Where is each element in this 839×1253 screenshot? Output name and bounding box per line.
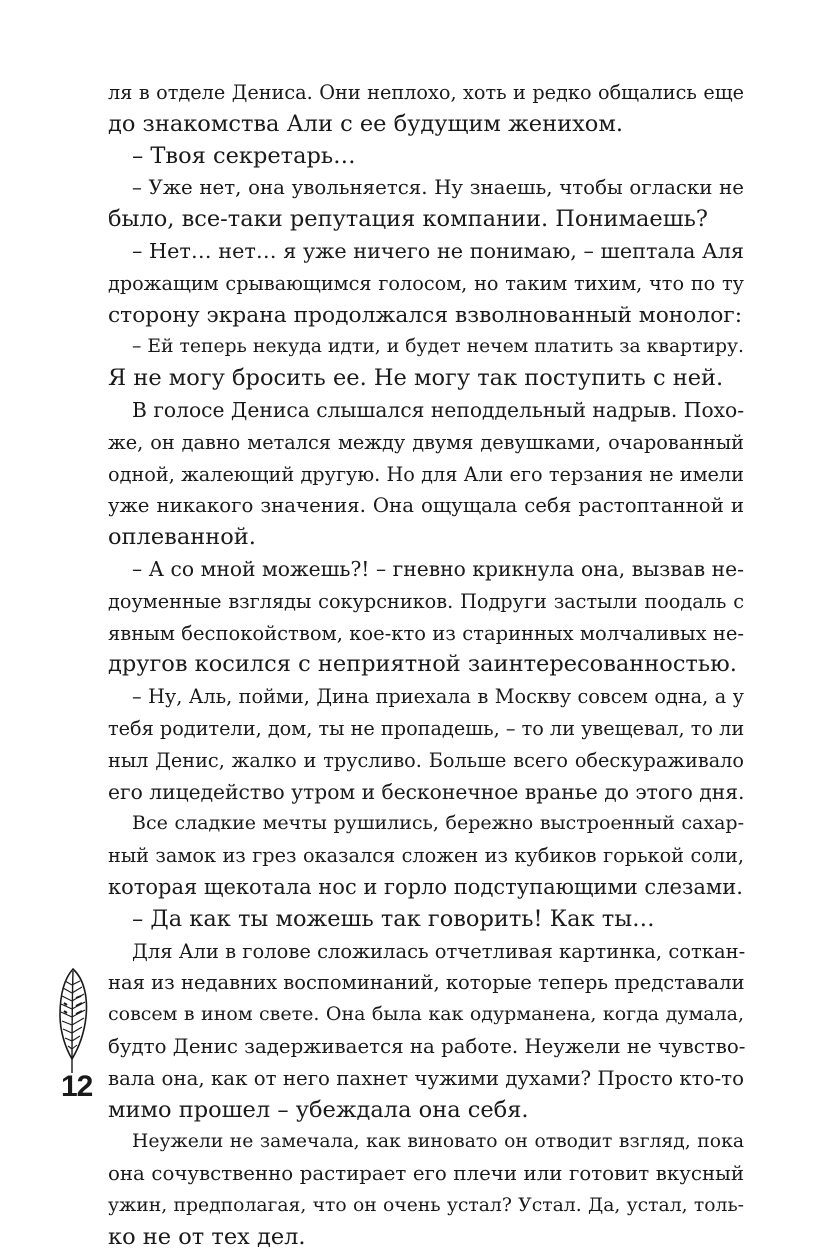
text-line: ужин, предполагая, что он очень устал? Устал. Да, устал, толь- xyxy=(108,1194,744,1216)
text-line: Неужели не замечала, как виновато он отводит взгляд, пока xyxy=(132,1131,744,1153)
text-line: Для Али в голове сложилась отчетливая картинка, соткан- xyxy=(132,939,746,963)
text-line: оплеванной. xyxy=(108,524,256,551)
text-line: доуменные взгляды сокурсников. Подруги застыли поодаль с xyxy=(108,589,744,613)
text-line: ля в отделе Дениса. Они неплохо, хоть и редко общались еще xyxy=(108,81,744,104)
text-line: она сочувственно растирает его плечи или готовит вкусный xyxy=(108,1162,744,1186)
page-text xyxy=(108,77,744,1253)
text-line: – Ну, Аль, пойми, Дина приехала в Москву совсем одна, а у xyxy=(132,685,744,709)
text-line: мимо прошел – убеждала она себя. xyxy=(108,1096,529,1123)
text-line: которая щекотала нос и горло подступающими слезами. xyxy=(108,874,743,899)
text-line: Все сладкие мечты рушились, бережно выстроенный сахар- xyxy=(132,812,744,835)
text-line: Я не могу бросить ее. Не могу так поступить с ней. xyxy=(108,365,724,392)
text-line: ная из недавних воспоминаний, которые теперь представали xyxy=(108,971,745,995)
text-line: тебя родители, дом, ты не пропадешь, – то ли увещевал, то ли xyxy=(108,716,745,740)
text-line: одной, жалеющий другую. Но для Али его терзания не имели xyxy=(108,462,744,486)
text-line: было, все-таки репутация компании. Понимаешь? xyxy=(108,206,708,233)
text-line: уже никакого значения. Она ощущала себя растоптанной и xyxy=(108,494,744,518)
text-line: – Уже нет, она увольняется. Ну знаешь, чтобы огласки не xyxy=(132,176,744,200)
text-line: его лицедейство утром и бесконечное вранье до этого дня. xyxy=(108,779,745,804)
feather-icon xyxy=(50,965,96,1075)
text-line: – Ей теперь некуда идти, и будет нечем платить за квартиру. xyxy=(132,336,744,358)
text-line: – Да как ты можешь так говорить! Как ты… xyxy=(132,905,655,932)
text-line: ко не от тех дел. xyxy=(108,1223,306,1250)
text-line: явным беспокойством, кое-кто из старинных молчаливых не- xyxy=(108,621,744,645)
text-line: – А со мной можешь?! – гневно крикнула она, вызвав не- xyxy=(132,556,744,581)
text-line: другов косился с неприятной заинтересованностью. xyxy=(108,651,737,678)
text-line: сторону экрана продолжался взволнованный монолог: xyxy=(108,302,743,328)
text-line: вала она, как от него пахнет чужими духами? Просто кто-то xyxy=(108,1066,744,1090)
text-line: ный замок из грез оказался сложен из кубиков горькой соли, xyxy=(108,844,744,868)
text-line: совсем в ином свете. Она была как одурманена, когда думала, xyxy=(108,1003,744,1026)
text-line: до знакомства Али с ее будущим женихом. xyxy=(108,110,623,137)
text-line: дрожащим срывающимся голосом, но таким тихим, что по ту xyxy=(108,271,744,295)
text-line: В голосе Дениса слышался неподдельный надрыв. Похо- xyxy=(132,397,745,422)
text-line: ныл Денис, жалко и трусливо. Больше всего обескураживало xyxy=(108,748,744,772)
page-number: 12 xyxy=(61,1070,93,1103)
text-line: – Твоя секретарь… xyxy=(132,142,356,169)
text-line: – Нет… нет… я уже ничего не понимаю, – шептала Аля xyxy=(132,238,744,263)
text-line: же, он давно метался между двумя девушками, очарованный xyxy=(108,430,744,454)
text-line: будто Денис задерживается на работе. Неужели не чувство- xyxy=(108,1034,746,1058)
